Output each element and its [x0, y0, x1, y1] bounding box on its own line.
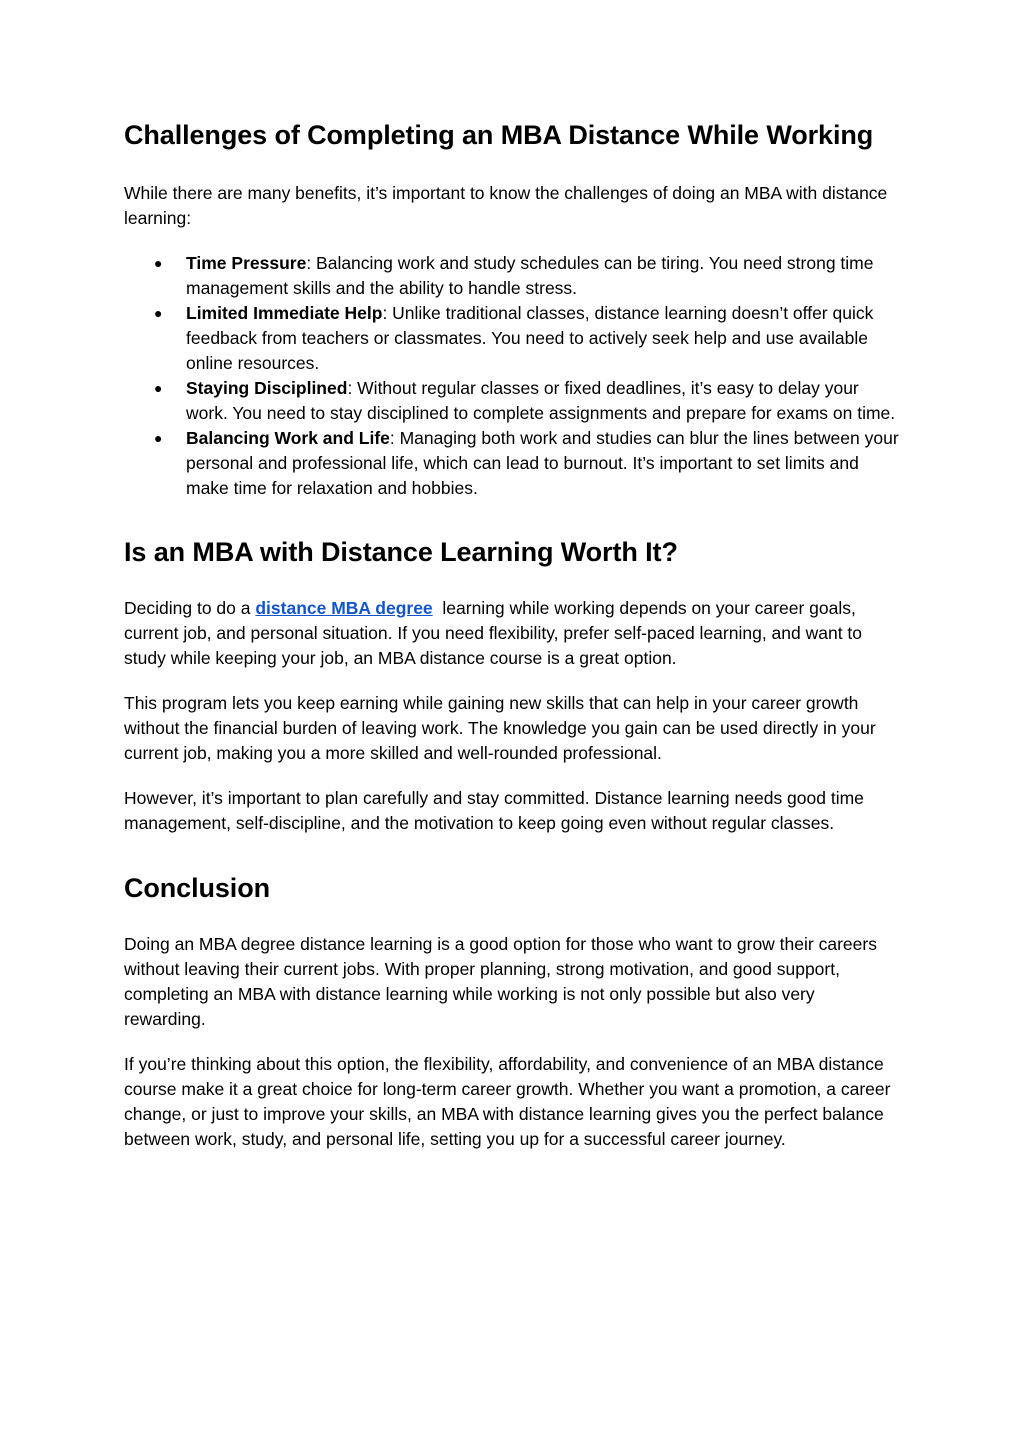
conclusion-paragraph-1: Doing an MBA degree distance learning is a good option for those who want to grow their careers without leaving their current jobs. With proper planning, strong motivation, and good support, completing an MBA with distance learning while working is not only possible but also very rewarding. — [124, 934, 877, 1029]
bullet-text: : Balancing work and study schedules can be tiring. You need strong time management skills and the ability to handle stress. — [186, 253, 874, 298]
bullet-term: Staying Disciplined — [186, 378, 348, 398]
bullet-icon: ● — [154, 380, 163, 396]
list-item — [124, 301, 900, 376]
worth-it-paragraph-3: However, it’s important to plan carefully and stay committed. Distance learning needs good time management, self-discipline, and the motivation to keep going even without regular classes. — [124, 788, 864, 833]
bullet-term: Balancing Work and Life — [186, 428, 390, 448]
heading-challenges: Challenges of Completing an MBA Distance While Working — [124, 120, 874, 150]
bullet-term: Limited Immediate Help — [186, 303, 383, 323]
list-item — [124, 376, 900, 426]
bullet-icon: ● — [154, 305, 163, 321]
worth-it-paragraph-2: This program lets you keep earning while gaining new skills that can help in your career growth without the financial burden of leaving work. The knowledge you gain can be used directly in your current job, making you a more skilled and well-rounded professional. — [124, 693, 876, 763]
distance-mba-degree-link[interactable]: distance MBA degree — [255, 598, 433, 618]
bullet-icon: ● — [154, 430, 163, 446]
challenges-intro: While there are many benefits, it’s important to know the challenges of doing an MBA with distance learning: — [124, 183, 888, 228]
heading-conclusion: Conclusion — [124, 873, 270, 903]
bullet-term: Time Pressure — [186, 253, 307, 273]
document-page — [124, 118, 900, 1152]
challenges-list — [124, 251, 900, 501]
paragraph-text: learning while working depends on your career goals, current job, and personal situation. If you need flexibility, prefer self-paced learning, and want to study while keeping your job, an MBA distance course is a great option. — [124, 598, 867, 668]
bullet-icon: ● — [154, 255, 163, 271]
worth-it-paragraph-1 — [124, 596, 900, 671]
bullet-text: : Managing both work and studies can blur the lines between your personal and professional life, which can lead to burnout. It’s important to set limits and make time for relaxation and hobbies. — [186, 428, 899, 498]
list-item — [124, 251, 900, 301]
heading-worth-it: Is an MBA with Distance Learning Worth It? — [124, 537, 678, 567]
paragraph-text: Deciding to do a — [124, 598, 256, 618]
bullet-text: : Unlike traditional classes, distance learning doesn’t offer quick feedback from teachers or classmates. You need to actively seek help and use available online resources. — [186, 303, 874, 373]
list-item — [124, 426, 900, 501]
conclusion-paragraph-2: If you’re thinking about this option, the flexibility, affordability, and convenience of an MBA distance course make it a great choice for long-term career growth. Whether you want a promotion, a career change, or just to improve your skills, an MBA with distance learning gives you the perfect balance between work, study, and personal life, setting you up for a successful career journey. — [124, 1054, 891, 1149]
bullet-text: : Without regular classes or fixed deadlines, it’s easy to delay your work. You need to stay disciplined to complete assignments and prepare for exams on time. — [186, 378, 896, 423]
